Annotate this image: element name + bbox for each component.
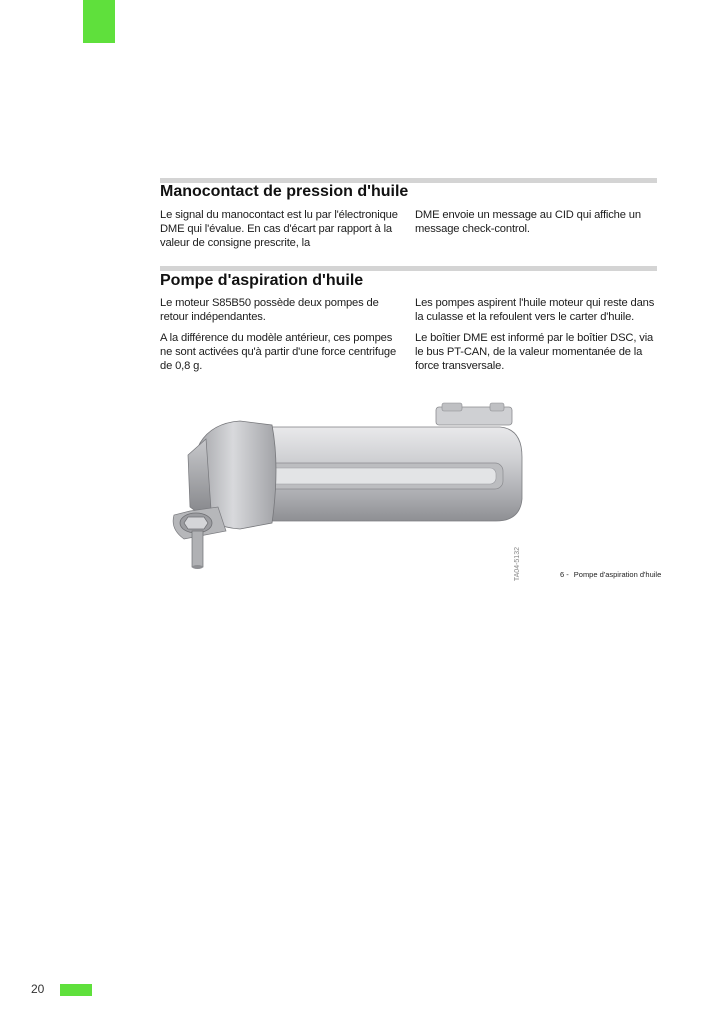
chapter-tab-bottom xyxy=(60,984,92,996)
caption-text: Pompe d'aspiration d'huile xyxy=(573,570,662,579)
section-heading-suction-pump: Pompe d'aspiration d'huile xyxy=(160,272,364,289)
section-heading-pressure-switch: Manocontact de pression d'huile xyxy=(160,183,409,200)
paragraph: A la différence du modèle antérieur, ces pompes ne sont activées qu'à partir d'une force centrifuge de 0,8 g. xyxy=(160,332,397,372)
page-number: 20 xyxy=(31,982,45,996)
figure-code: TA04-5132 xyxy=(514,547,521,582)
section2-right-column xyxy=(415,296,661,380)
section1-left-column xyxy=(160,208,406,257)
caption-number: 6 - xyxy=(560,570,569,579)
section-rule xyxy=(160,266,657,271)
paragraph: DME envoie un message au CID qui affiche un message check-control. xyxy=(415,209,641,235)
paragraph: Le boîtier DME est informé par le boîtier DSC, via le bus PT-CAN, de la valeur momentanée de la force transversale. xyxy=(415,332,654,372)
paragraph: Le moteur S85B50 possède deux pompes de retour indépendantes. xyxy=(160,297,379,323)
paragraph: Le signal du manocontact est lu par l'électronique DME qui l'évalue. En cas d'écart par rapport à la valeur de consigne prescrite, la xyxy=(160,209,398,249)
section1-right-column xyxy=(415,208,661,243)
oil-suction-pump-illustration xyxy=(160,395,540,580)
paragraph: Les pompes aspirent l'huile moteur qui reste dans la culasse et la refoulent vers le carter d'huile. xyxy=(415,297,655,323)
section2-left-column xyxy=(160,296,406,380)
chapter-tab-top xyxy=(83,0,115,43)
figure-caption xyxy=(560,570,661,579)
